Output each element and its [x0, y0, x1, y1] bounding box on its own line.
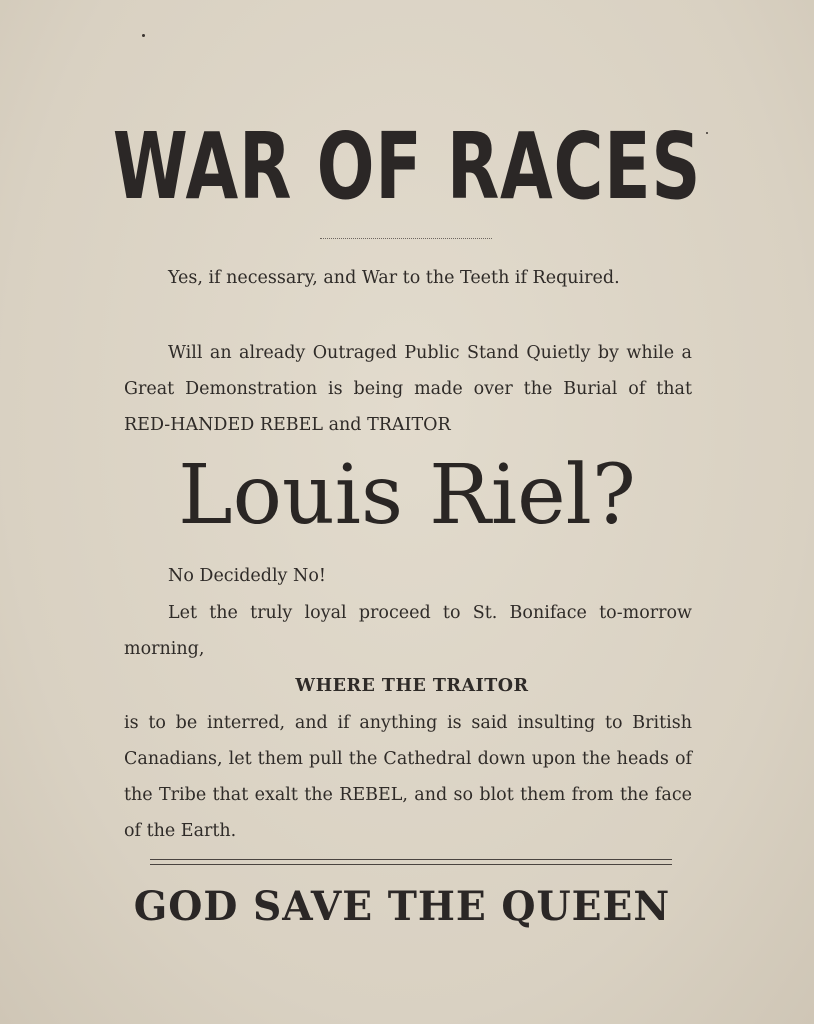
subheading-where-the-traitor: WHERE THE TRAITOR — [295, 676, 529, 696]
dotted-divider — [320, 238, 492, 239]
poster-headline: WAR OF RACES — [112, 113, 702, 220]
paragraph-truly-loyal: Let the truly loyal proceed to St. Boniface to-morrow morning, — [124, 603, 692, 659]
paragraph-cathedral: is to be interred, and if anything is said insulting to British Canadians, let them pull the Cathedral down upon the heads of the Tribe that exalt the REBEL, and so blot them from the face of the Earth. — [124, 713, 692, 841]
ink-speck — [142, 34, 145, 37]
paragraph-war-to-the-teeth: Yes, if necessary, and War to the Teeth if Required. — [168, 268, 620, 288]
reply-no-decidedly: No Decidedly No! — [168, 566, 326, 586]
name-louis-riel: Louis Riel? — [178, 448, 636, 543]
paragraph-outraged-public: Will an already Outraged Public Stand Quietly by while a Great Demonstration is being made over the Burial of that RED-HANDED REBEL and TRAITOR — [124, 343, 692, 435]
double-rule-divider — [150, 859, 672, 865]
footer-god-save-the-queen: GOD SAVE THE QUEEN — [133, 883, 671, 930]
